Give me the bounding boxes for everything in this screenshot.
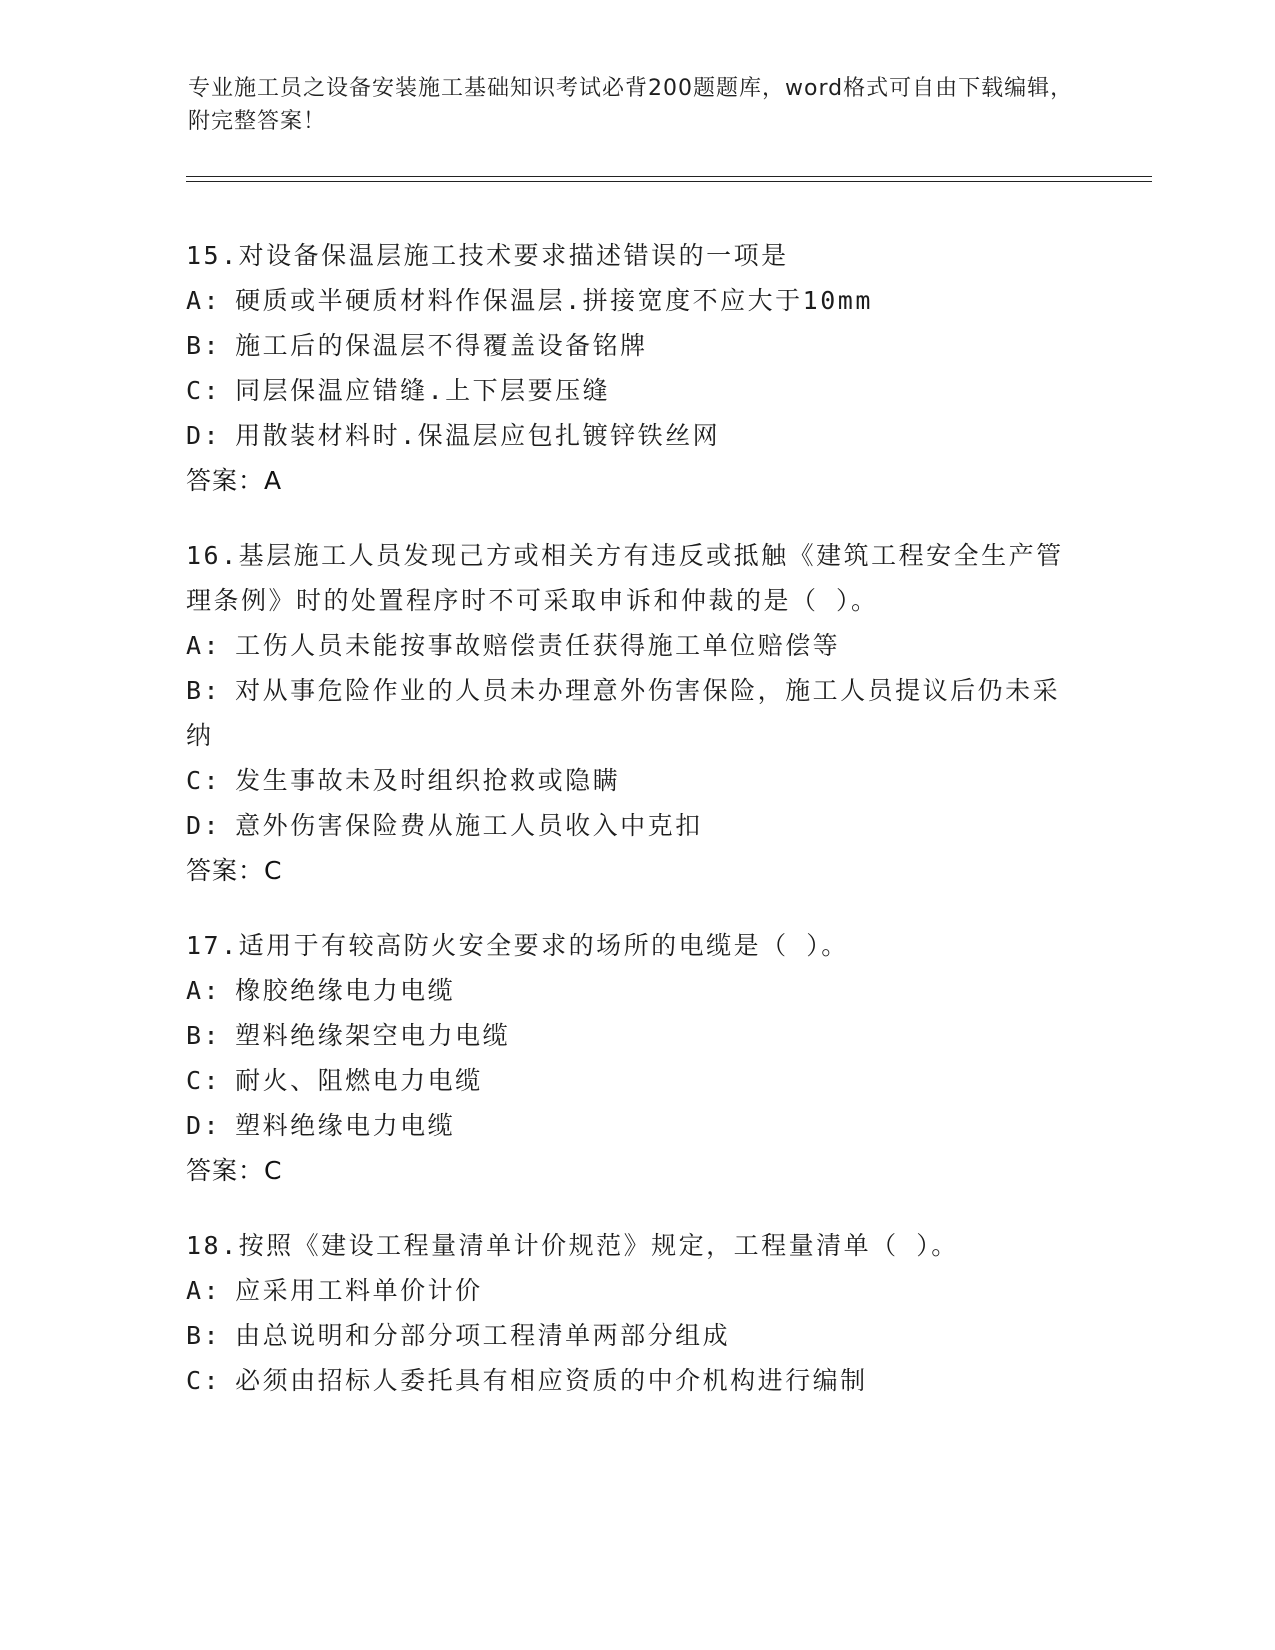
option-a [186, 968, 1086, 1013]
answer-label: 答案：C [186, 1156, 283, 1185]
question-16 [186, 533, 1086, 893]
option-text: 对从事危险作业的人员未办理意外伤害保险，施工人员提议后仍未采纳 [186, 676, 1061, 750]
option-text: 用散装材料时.保温层应包扎镀锌铁丝网 [235, 421, 721, 450]
option-d [186, 413, 1086, 458]
header-rule-top [186, 176, 1152, 177]
option-key: A: [186, 631, 222, 660]
option-text: 橡胶绝缘电力电缆 [235, 976, 456, 1005]
option-text: 塑料绝缘架空电力电缆 [235, 1021, 511, 1050]
answer-label: 答案：A [186, 466, 283, 495]
option-c [186, 368, 1086, 413]
answer-label: 答案：C [186, 856, 283, 885]
option-b [186, 1313, 1086, 1358]
option-text: 意外伤害保险费从施工人员收入中克扣 [235, 811, 703, 840]
question-stem: 16.基层施工人员发现己方或相关方有违反或抵触《建筑工程安全生产管理条例》时的处置程序时不可采取申诉和仲裁的是（ ）。 [186, 541, 1064, 615]
option-key: D: [186, 811, 222, 840]
option-text: 耐火、阻燃电力电缆 [235, 1066, 483, 1095]
option-b [186, 1013, 1086, 1058]
option-text: 必须由招标人委托具有相应资质的中介机构进行编制 [235, 1366, 868, 1395]
question-stem: 18.按照《建设工程量清单计价规范》规定，工程量清单（ ）。 [186, 1231, 959, 1260]
header-text: 专业施工员之设备安装施工基础知识考试必背200题题库，word格式可自由下载编辑，附完整答案！ [188, 76, 1074, 134]
option-b [186, 323, 1086, 368]
question-15 [186, 233, 1086, 503]
option-key: C: [186, 376, 222, 405]
option-key: D: [186, 1111, 222, 1140]
option-key: C: [186, 1066, 222, 1095]
option-b [186, 668, 1066, 758]
document-header [188, 72, 1088, 138]
question-stem: 17.适用于有较高防火安全要求的场所的电缆是（ ）。 [186, 931, 849, 960]
question-17 [186, 923, 1086, 1193]
option-text: 同层保温应错缝.上下层要压缝 [235, 376, 611, 405]
option-text: 应采用工料单价计价 [235, 1276, 483, 1305]
option-key: A: [186, 1276, 222, 1305]
option-a [186, 1268, 1086, 1313]
option-key: B: [186, 1021, 222, 1050]
option-a [186, 278, 1086, 323]
option-text: 硬质或半硬质材料作保温层.拼接宽度不应大于10mm [235, 286, 873, 315]
option-key: B: [186, 676, 222, 705]
option-text: 由总说明和分部分项工程清单两部分组成 [235, 1321, 731, 1350]
question-list [186, 233, 1086, 1433]
option-c [186, 1358, 1086, 1403]
option-key: D: [186, 421, 222, 450]
option-c [186, 758, 1086, 803]
option-key: A: [186, 976, 222, 1005]
option-text: 施工后的保温层不得覆盖设备铭牌 [235, 331, 648, 360]
option-d [186, 803, 1086, 848]
option-c [186, 1058, 1086, 1103]
option-text: 塑料绝缘电力电缆 [235, 1111, 456, 1140]
option-d [186, 1103, 1086, 1148]
question-stem: 15.对设备保温层施工技术要求描述错误的一项是 [186, 241, 789, 270]
option-key: B: [186, 1321, 222, 1350]
option-text: 工伤人员未能按事故赔偿责任获得施工单位赔偿等 [235, 631, 841, 660]
option-key: A: [186, 286, 222, 315]
option-a [186, 623, 1086, 668]
option-text: 发生事故未及时组织抢救或隐瞒 [235, 766, 621, 795]
option-key: B: [186, 331, 222, 360]
option-key: C: [186, 766, 222, 795]
question-18 [186, 1223, 1086, 1403]
header-rule-bottom [186, 181, 1152, 182]
option-key: C: [186, 1366, 222, 1395]
